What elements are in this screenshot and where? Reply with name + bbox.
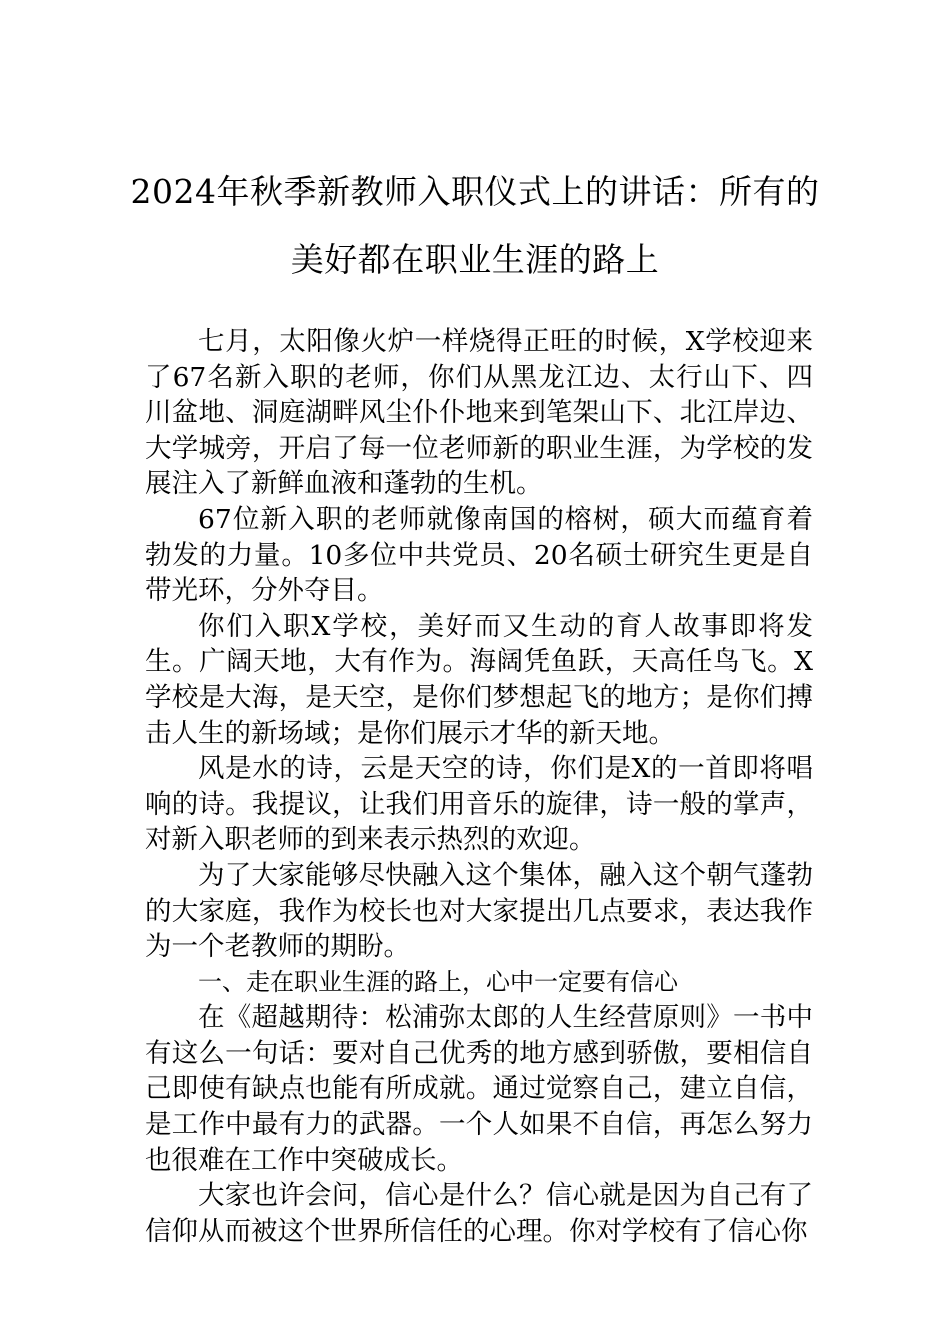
paragraph: 67位新入职的老师就像南国的榕树，硕大而蕴育着勃发的力量。10多位中共党员、20名硕士研究生更是自带光环，分外夺目。 (145, 503, 813, 607)
paragraph: 风是水的诗，云是天空的诗，你们是X的一首即将唱响的诗。我提议，让我们用音乐的旋律，诗一般的掌声，对新入职老师的到来表示热烈的欢迎。 (145, 753, 813, 856)
paragraph: 大家也许会问，信心是什么？信心就是因为自己有了信仰从而被这个世界所信任的心理。你对学校有了信心你 (145, 1180, 813, 1247)
paragraph: 为了大家能够尽快融入这个集体，融入这个朝气蓬勃的大家庭，我作为校长也对大家提出几点要求，表达我作为一个老教师的期盼。 (145, 859, 813, 963)
page-title: 2024年秋季新教师入职仪式上的讲话：所有的美好都在职业生涯的路上 (130, 172, 820, 279)
section-heading: 一、走在职业生涯的路上，心中一定要有信心 (198, 967, 678, 996)
paragraph: 你们入职X学校，美好而又生动的育人故事即将发生。广阔天地，大有作为。海阔凭鱼跃，天高任鸟飞。X学校是大海，是天空，是你们梦想起飞的地方；是你们搏击人生的新场域；是你们展示才华的新天地。 (145, 610, 813, 749)
document-body (145, 324, 813, 1249)
paragraph: 在《超越期待：松浦弥太郎的人生经营原则》一书中有这么一句话：要对自己优秀的地方感到骄傲，要相信自己即使有缺点也能有所成就。通过觉察自己，建立自信，是工作中最有力的武器。一个人如果不自信，再怎么努力也很难在工作中突破成长。 (145, 1002, 813, 1176)
paragraph: 七月，太阳像火炉一样烧得正旺的时候，X学校迎来了67名新入职的老师，你们从黑龙江边、太行山下、四川盆地、洞庭湖畔风尘仆仆地来到笔架山下、北江岸边、大学城旁，开启了每一位老师新的职业生涯，为学校的发展注入了新鲜血液和蓬勃的生机。 (145, 326, 813, 500)
